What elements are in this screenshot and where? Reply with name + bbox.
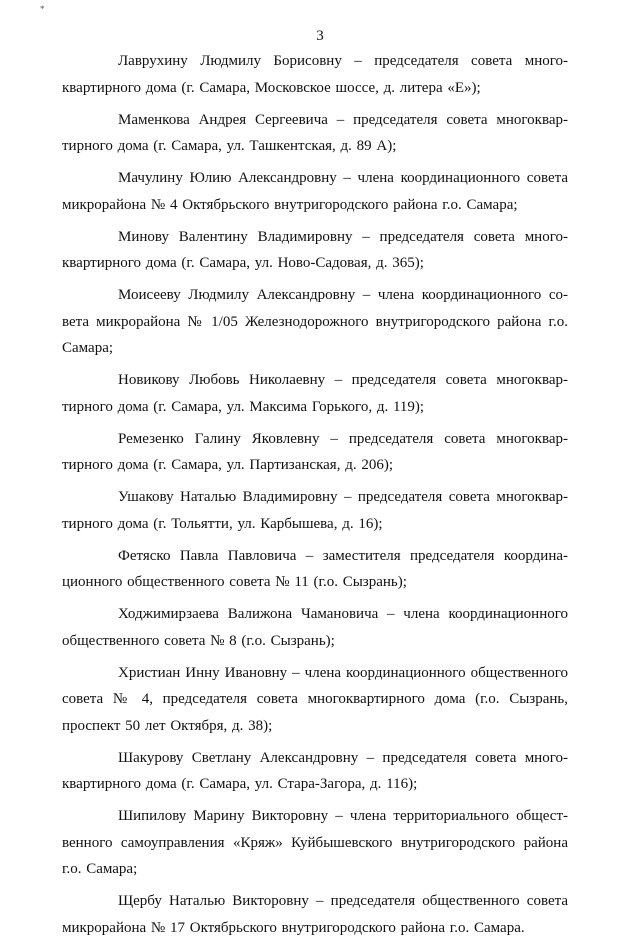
person-list bbox=[62, 48, 568, 947]
list-item: Минову Валентину Владимировну – председателя совета много-квартирного дома (г. Самара, ул. Ново-Садовая, д. 365); bbox=[62, 228, 568, 271]
list-item: Моисееву Людмилу Александровну – члена координационного со-вета микрорайона № 1/05 Железнодорожного внутригородского района г.о. Самара; bbox=[62, 287, 568, 356]
list-item: Новикову Любовь Николаевну – председателя совета многоквар-тирного дома (г. Самара, ул. Максима Горького, д. 119); bbox=[62, 372, 568, 415]
list-item: Ремезенко Галину Яковлевну – председателя совета многоквар-тирного дома (г. Самара, ул. Партизанская, д. 206); bbox=[62, 430, 568, 473]
list-item: Шакурову Светлану Александровну – председателя совета много-квартирного дома (г. Самара, ул. Стара-Загора, д. 116); bbox=[62, 749, 568, 792]
list-item: Маменкова Андрея Сергеевича – председателя совета многоквар-тирного дома (г. Самара, ул. Ташкентская, д. 89 А); bbox=[62, 111, 568, 154]
list-item: Лаврухину Людмилу Борисовну – председателя совета много-квартирного дома (г. Самара, Московское шоссе, д. литера «Е»); bbox=[62, 53, 568, 96]
page-number: 3 bbox=[316, 28, 324, 44]
list-item: Шипилову Марину Викторовну – члена территориального общест-венного самоуправления «Кряж» Куйбышевского внутригородского района г.о. Самара; bbox=[62, 808, 568, 877]
list-item: Ходжимирзаева Валижона Чамановича – члена координационного общественного совета № 8 (г.о. Сызрань); bbox=[62, 606, 568, 649]
list-item: Христиан Инну Ивановну – члена координационного общественного совета № 4, председателя совета многоквартирного дома (г.о. Сызрань, проспект 50 лет Октября, д. 38); bbox=[62, 664, 568, 734]
list-item: Щербу Наталью Викторовну – председателя общественного совета микрорайона № 17 Октябрьского внутригородского района г.о. Самара. bbox=[62, 893, 568, 936]
list-item: Мачулину Юлию Александровну – члена координационного совета микрорайона № 4 Октябрьского внутригородского района г.о. Самара; bbox=[62, 170, 568, 213]
list-item: Ушакову Наталью Владимировну – председателя совета многоквар-тирного дома (г. Тольятти, ул. Карбышева, д. 16); bbox=[62, 489, 568, 532]
list-item: Фетяско Павла Павловича – заместителя председателя координа-ционного общественного совета № 11 (г.о. Сызрань); bbox=[62, 547, 568, 590]
corner-mark: * bbox=[40, 4, 45, 14]
